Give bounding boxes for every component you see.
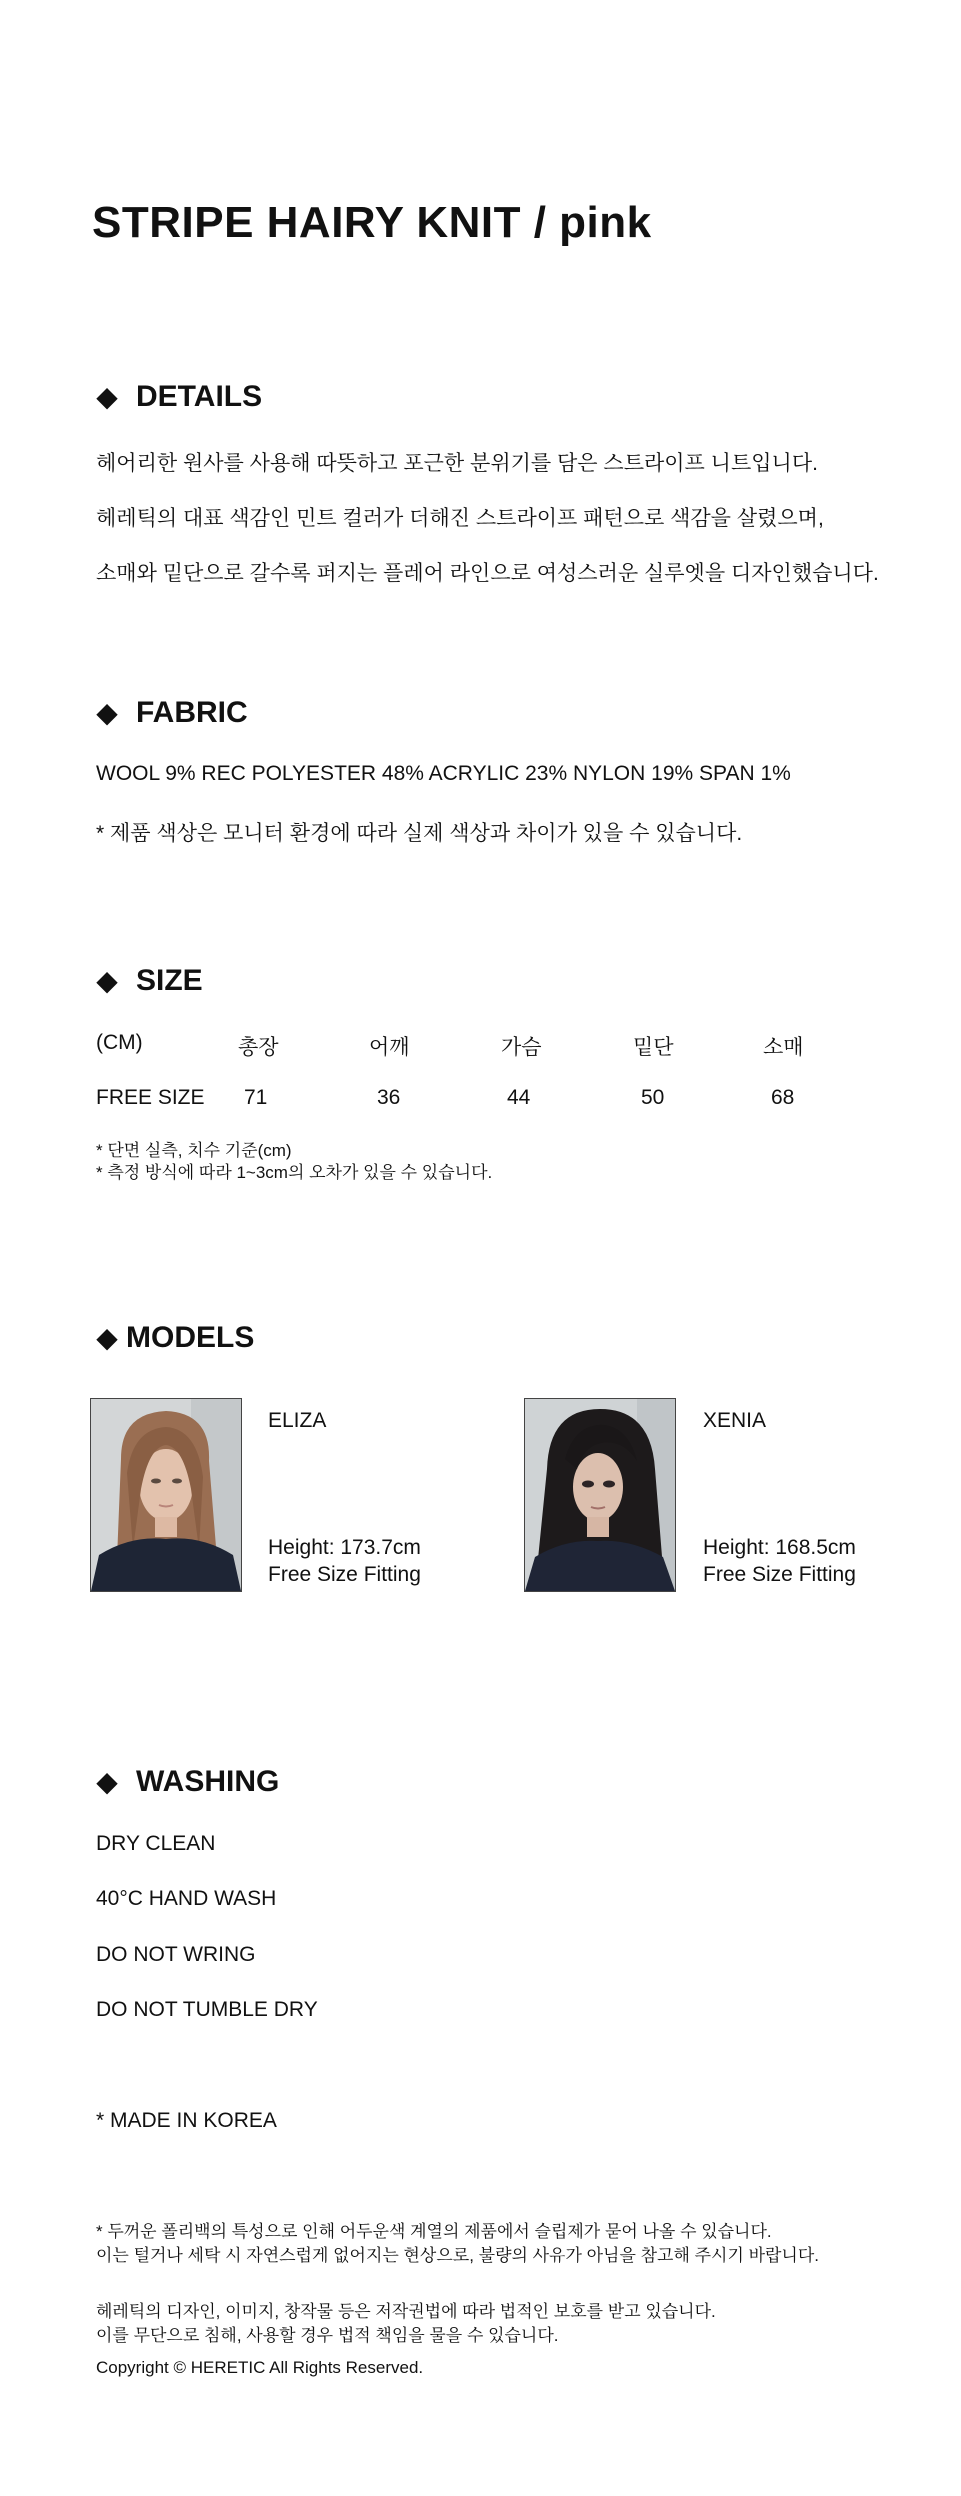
size-value-shoulder: 36 [377, 1086, 401, 1109]
details-line: 헤레틱의 대표 색감인 민트 컬러가 더해진 스트라이프 패턴으로 색감을 살렸으며, [96, 507, 824, 530]
size-column-shoulder: 어깨 [369, 1036, 410, 1059]
size-value-sleeve: 68 [771, 1086, 795, 1109]
size-column-hem: 밑단 [633, 1036, 674, 1059]
copyright-line: Copyright © HERETIC All Rights Reserved. [96, 2358, 424, 2377]
details-heading-label: DETAILS [136, 380, 263, 413]
table-row [96, 1086, 856, 1116]
model-fitting-xenia: Free Size Fitting [703, 1563, 856, 1586]
diamond-icon: ◆ [96, 1322, 118, 1353]
size-measure-note: * 단면 실측, 치수 기준(cm) [96, 1141, 292, 1160]
size-section-heading [96, 964, 203, 998]
size-table [96, 1031, 856, 1116]
size-value-chest: 44 [507, 1086, 531, 1109]
models-section-heading [96, 1321, 254, 1355]
diamond-icon: ◆ [96, 381, 118, 412]
size-row-label: FREE SIZE [96, 1086, 205, 1109]
details-section-heading [96, 380, 262, 414]
model-name-eliza: ELIZA [268, 1409, 327, 1432]
size-table-header [96, 1031, 856, 1061]
size-column-unit: (CM) [96, 1031, 143, 1054]
details-line: 소매와 밑단으로 갈수록 퍼지는 플레어 라인으로 여성스러운 실루엣을 디자인했습니다. [96, 562, 879, 585]
model-photo-xenia [524, 1398, 676, 1592]
size-column-length: 총장 [238, 1036, 279, 1059]
size-tolerance-note: * 측정 방식에 따라 1~3cm의 오차가 있을 수 있습니다. [96, 1163, 493, 1182]
model-name-xenia: XENIA [703, 1409, 767, 1432]
details-line: 헤어리한 원사를 사용해 따뜻하고 포근한 분위기를 담은 스트라이프 니트입니다. [96, 452, 818, 475]
diamond-icon: ◆ [96, 1766, 118, 1797]
copyright-notice-line: 헤레틱의 디자인, 이미지, 창작물 등은 저작권법에 따라 법적인 보호를 받고 있습니다. [96, 2302, 716, 2321]
washing-instruction: DO NOT WRING [96, 1943, 256, 1966]
size-value-hem: 50 [641, 1086, 665, 1109]
washing-heading-label: WASHING [136, 1765, 280, 1798]
product-title: STRIPE HAIRY KNIT / pink [92, 198, 652, 247]
model-portrait-image [91, 1399, 241, 1591]
model-height-eliza: Height: 173.7cm [268, 1536, 421, 1559]
made-in-korea: * MADE IN KOREA [96, 2109, 277, 2132]
size-column-chest: 가슴 [501, 1036, 542, 1059]
washing-instruction: 40°C HAND WASH [96, 1887, 277, 1910]
size-heading-label: SIZE [136, 964, 203, 997]
model-photo-eliza [90, 1398, 242, 1592]
size-value-length: 71 [244, 1086, 268, 1109]
diamond-icon: ◆ [96, 697, 118, 728]
fabric-heading-label: FABRIC [136, 696, 248, 729]
fabric-section-heading [96, 696, 248, 730]
model-fitting-eliza: Free Size Fitting [268, 1563, 421, 1586]
models-heading-label: MODELS [126, 1321, 255, 1354]
size-column-sleeve: 소매 [763, 1036, 804, 1059]
fabric-color-note: * 제품 색상은 모니터 환경에 따라 실제 색상과 차이가 있을 수 있습니다. [96, 822, 743, 845]
copyright-notice-line: 이를 무단으로 침해, 사용할 경우 법적 책임을 물을 수 있습니다. [96, 2326, 559, 2345]
polybag-note-line: 이는 털거나 세탁 시 자연스럽게 없어지는 현상으로, 불량의 사유가 아님을 참고해 주시기 바랍니다. [96, 2246, 820, 2265]
fabric-composition: WOOL 9% REC POLYESTER 48% ACRYLIC 23% NYLON 19% SPAN 1% [96, 762, 791, 785]
model-portrait-image [525, 1399, 675, 1591]
washing-section-heading [96, 1765, 279, 1799]
washing-instruction: DRY CLEAN [96, 1832, 216, 1855]
polybag-note-line: * 두꺼운 폴리백의 특성으로 인해 어두운색 계열의 제품에서 슬립제가 묻어 나올 수 있습니다. [96, 2222, 772, 2241]
diamond-icon: ◆ [96, 965, 118, 996]
washing-instruction: DO NOT TUMBLE DRY [96, 1998, 318, 2021]
model-height-xenia: Height: 168.5cm [703, 1536, 856, 1559]
